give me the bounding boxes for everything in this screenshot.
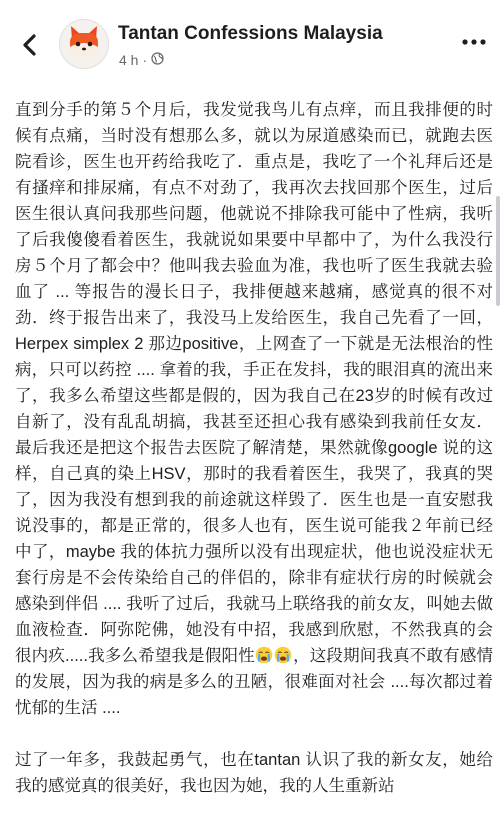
loudly-crying-face-emoji [255, 646, 273, 664]
page-avatar[interactable] [59, 19, 109, 69]
post-paragraph-1 [15, 97, 493, 721]
page-name[interactable]: Tantan Confessions Malaysia [118, 23, 383, 44]
post-text-part-2: ，这段期间我真不敢有感情的发展，因为我的病是多么的丑陋，很难面对社会 ....每次都过着忧郁的生活 .... [15, 647, 494, 717]
post-text-part-1: 直到分手的第５个月后，我发觉我鸟儿有点痒，而且我排便的时候有点痛，当时没有想那么多，就以为尿道感染而已，就跑去医院看诊，医生也开药给我吃了．重点是，我吃了一个礼拜后还是有搔痒和排尿痛，有点不对劲了，我再次去找回那个医生，过后医生很认真问我那些问题，他就说不排除我可能中了性病，我听了后我傻傻看着医生，我就说如果要中早都中了，为什么我没行房５个月了都会中？他叫我去验血为准，我也听了医生我就去验血了 ... 等报告的漫长日子，我排便越来越痛，感觉真的很不对劲．终于报告出来了，我没马上发给医生，我自己先看了一回，Herpex simplex 2 那边positive，上网查了一下就是无法根治的性病，只可以药控 .... 拿着的我，手正在发抖，我的眼泪真的流出来了，我多么希望这些都是假的，因为我自己在23岁的时候有改过自新了，没有乱乱胡搞，我甚至还担心我有感染到我前任女友．最后我还是把这个报告去医院了解清楚，果然就像google 说的这样，自己真的染上HSV，那时的我看着医生，我哭了，我真的哭了，因为我没有想到我的前途就这样毁了．医生也是一直安慰我说没事的，都是正常的，很多人也有，医生说可能我２年前已经中了，maybe 我的体抗力强所以没有出现症状，他也说没症状无套行房是不会传染给自己的伴侣的，除非有症状行房的时候就会感染到伴侣 .... 我听了过后，我就马上联络我的前女友，叫她去做血液检查．阿弥陀佛，她没有中招，我感到欣慰，不然我真的会很内疚.....我多么希望我是假阳性 [15, 101, 493, 665]
loudly-crying-face-emoji [274, 646, 292, 664]
post-paragraph-2: 过了一年多，我鼓起勇气，也在tantan 认识了我的新女友，她给我的感觉真的很美好，我也因为她，我的人生重新站 [15, 751, 493, 795]
more-horizontal-icon [462, 39, 486, 45]
globe-icon [151, 52, 164, 68]
scrollbar-thumb[interactable] [496, 196, 500, 306]
post-meta [119, 52, 164, 68]
meta-separator: · [142, 52, 148, 68]
more-options-button[interactable] [458, 30, 490, 54]
fox-logo-icon [59, 19, 109, 69]
post-time[interactable]: 4 h [119, 52, 139, 68]
post-header [0, 0, 503, 96]
post-body [15, 97, 493, 799]
back-arrow-icon[interactable] [14, 30, 44, 60]
